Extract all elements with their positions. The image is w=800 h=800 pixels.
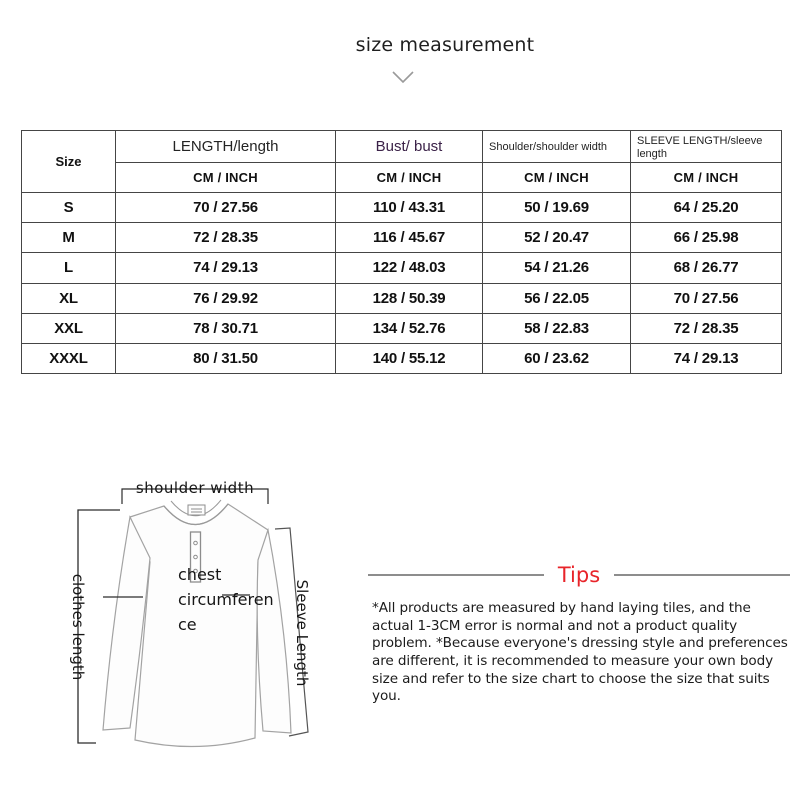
chevron-down-icon <box>391 69 415 85</box>
unit-header: CM / INCH <box>631 163 782 193</box>
table-row <box>22 343 782 373</box>
table-row <box>22 253 782 283</box>
page-title: size measurement <box>355 34 535 56</box>
unit-header: CM / INCH <box>483 163 631 193</box>
value-cell: 74 / 29.13 <box>116 253 336 283</box>
tips-section <box>368 563 790 706</box>
tips-divider-right <box>614 574 790 576</box>
value-cell: 140 / 55.12 <box>336 343 483 373</box>
column-header-bust: Bust/ bust <box>336 131 483 163</box>
value-cell: 78 / 30.71 <box>116 313 336 343</box>
size-cell: XL <box>22 283 116 313</box>
value-cell: 58 / 22.83 <box>483 313 631 343</box>
shoulder-width-label: shoulder width <box>135 479 255 497</box>
value-cell: 72 / 28.35 <box>631 313 782 343</box>
value-cell: 72 / 28.35 <box>116 223 336 253</box>
chest-circumference-label: chest circumference <box>178 565 274 634</box>
value-cell: 52 / 20.47 <box>483 223 631 253</box>
tips-title: Tips <box>557 563 601 587</box>
value-cell: 56 / 22.05 <box>483 283 631 313</box>
table-unit-row <box>22 163 782 193</box>
value-cell: 70 / 27.56 <box>631 283 782 313</box>
value-cell: 70 / 27.56 <box>116 193 336 223</box>
value-cell: 50 / 19.69 <box>483 193 631 223</box>
sleeve-length-label: Sleeve Length <box>293 579 311 687</box>
table-row <box>22 283 782 313</box>
clothes-length-label: clothes length <box>69 573 87 681</box>
size-table <box>21 130 782 374</box>
value-cell: 110 / 43.31 <box>336 193 483 223</box>
unit-header: CM / INCH <box>336 163 483 193</box>
column-header-shoulder: Shoulder/shoulder width <box>483 131 631 163</box>
size-cell: XXL <box>22 313 116 343</box>
value-cell: 54 / 21.26 <box>483 253 631 283</box>
value-cell: 134 / 52.76 <box>336 313 483 343</box>
value-cell: 64 / 25.20 <box>631 193 782 223</box>
value-cell: 74 / 29.13 <box>631 343 782 373</box>
value-cell: 116 / 45.67 <box>336 223 483 253</box>
table-row <box>22 223 782 253</box>
table-row <box>22 193 782 223</box>
table-row <box>22 313 782 343</box>
tips-header <box>368 563 790 587</box>
column-header-sleeve: SLEEVE LENGTH/sleeve length <box>631 131 782 163</box>
value-cell: 128 / 50.39 <box>336 283 483 313</box>
value-cell: 122 / 48.03 <box>336 253 483 283</box>
column-header-size: Size <box>22 131 116 193</box>
size-cell: XXXL <box>22 343 116 373</box>
value-cell: 60 / 23.62 <box>483 343 631 373</box>
value-cell: 66 / 25.98 <box>631 223 782 253</box>
value-cell: 68 / 26.77 <box>631 253 782 283</box>
column-header-length: LENGTH/length <box>116 131 336 163</box>
tips-body: *All products are measured by hand laying tiles, and the actual 1-3CM error is normal and not a product quality problem. *Because everyone's dressing style and preferences are different, it is recommended to measure your own body size and refer to the size chart to choose the size that suits you. <box>372 600 788 705</box>
size-cell: M <box>22 223 116 253</box>
size-cell: S <box>22 193 116 223</box>
table-header-row <box>22 131 782 163</box>
value-cell: 80 / 31.50 <box>116 343 336 373</box>
size-cell: L <box>22 253 116 283</box>
unit-header: CM / INCH <box>116 163 336 193</box>
value-cell: 76 / 29.92 <box>116 283 336 313</box>
tips-divider-left <box>368 574 544 576</box>
